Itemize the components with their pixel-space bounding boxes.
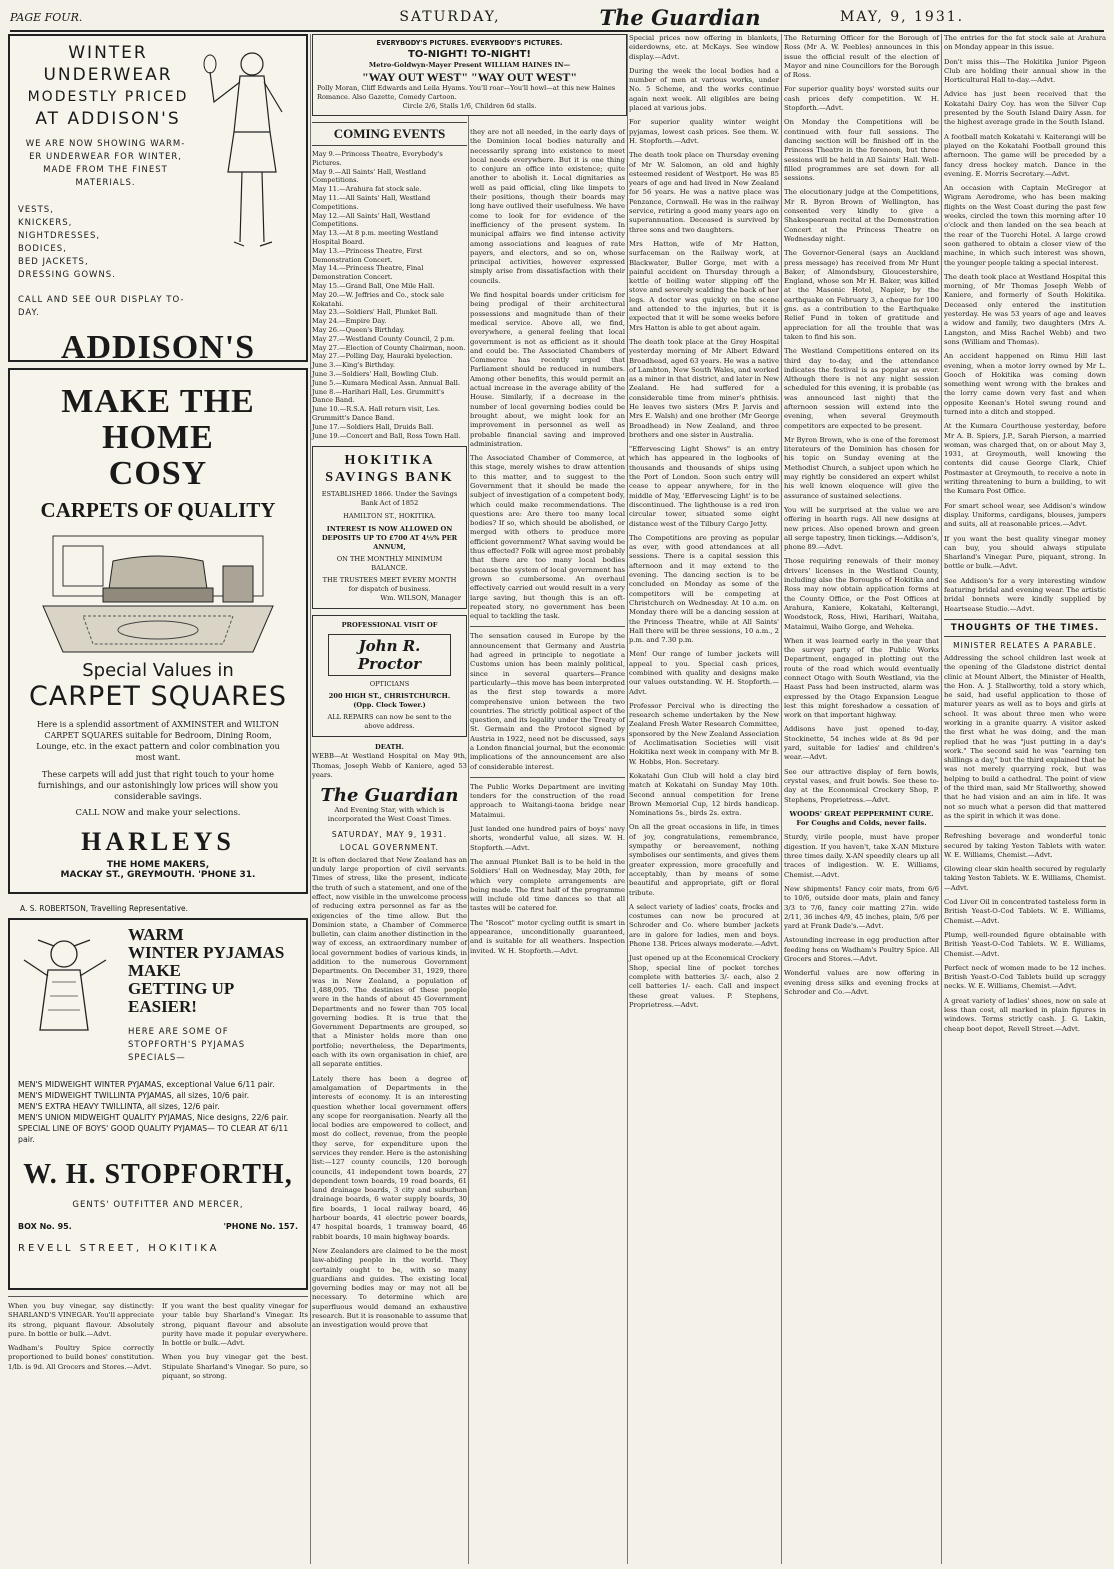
bank-manager: Wm. WILSON, Manager [380, 594, 461, 603]
harleys-headline: COSY [108, 455, 208, 492]
divider [8, 1296, 308, 1297]
event-item: June 5.—Kumara Medical Assn. Annual Ball. [312, 378, 460, 387]
stopforth-headline: EASIER! [128, 997, 197, 1016]
news-item: Sturdy, virile people, must have proper digestion. If you haven't, take X-AN Mixture three times daily. X-AN speedily clears up all traces of indigestion. W. E. Williams, Chemist.—Advt. [784, 833, 939, 879]
editorial-paragraph: Lately there has been a degree of amalgamation of Departments in the interests of economy. It is an interesting question whether local government offers any scope for reorganisation. Nearly all the local bodies are empowered to collect, and most do collect, revenue, from the people they serve, for expenditure upon the services they render. Here is the astonishing list:—127 county councils, 120 borough councils, 41 independent town boards, 27 dependent town boards, 19 road boards, 61 land drainage boards, 3 city and suburban drainage boards, 6 water supply boards, 30 fire boards, 1 local railway board, 46 harbour boards, 41 electric power boards, 47 hospital boards, 1 tramway board, 46 rabbit boards, 10 main highway boards. [312, 1074, 467, 1241]
stopforth-headline: GETTING UP [128, 979, 235, 998]
news-item: You will be surprised at the value we are offering in hearth rugs. All new designs at new prices. Also opened brown and green all serge tapestry, linen tickings.—Addison's, phone 89.—Advt. [784, 505, 939, 552]
article-paragraph: The sensation caused in Europe by the announcement that Germany and Austria had agreed in principle to negotiate a Customs union has been mainly political, since in several quarters—France particularly—this move has been interpreted as the first step towards a more comprehensive union between the two countries. The strictly political aspect of the question, and its legality under the Treaty of St. Germain and the Protocol signed by Austria in 1922, need not be discussed, says a London financial journal, but the economic implications of the announcement are also of considerable interest. [470, 632, 625, 771]
news-item: The Westland Competitions entered on its third day to-day, and the attendance indicates the festival is as popular as ever. Although there is not any night session scheduled for this evening, it is probable (as was announced last night) that the afternoon session will extend into the evening, when several Greymouth competitors are expected to be present. [784, 347, 939, 430]
event-item: May 11.—Arahura fat stock sale. [312, 185, 422, 194]
event-item: May 9.—Princess Theatre, Everybody's Pictures. [312, 150, 443, 167]
stopforth-line: MEN'S EXTRA HEAVY TWILLINTA, all sizes, 12/6 pair. [18, 1102, 220, 1111]
harleys-special: Special Values in [82, 660, 234, 681]
event-item: May 9.—All Saints' Hall, Westland Competitions. [312, 167, 426, 185]
stopforth-headline: WINTER PYJAMAS [128, 943, 285, 962]
column-rule [310, 34, 311, 1564]
pictures-film: "WAY OUT WEST" "WAY OUT WEST" [361, 70, 578, 84]
pictures-cast: Polly Moran, Cliff Edwards and Leila Hyams. You'll roar—You'll howl—at this new Haines Romance. Also Gazette, Comedy Cartoon. [317, 84, 616, 101]
bank-address: HAMILTON ST., HOKITIKA. [343, 512, 436, 521]
bank-est: ESTABLISHED 1866. Under the Savings Bank Act of 1852 [321, 490, 458, 508]
news-item: Just opened up at the Economical Crockery Shop, special line of pocket torches complete with batteries 3/- each, also 2 cell batteries 1/- each. Call and inspect these great values. P. Stephens, Proprietress.—Advt. [629, 954, 779, 1009]
news-item: The death took place at the Grey Hospital yesterday morning of Mr Albert Edward Broadhead, aged 63 years. He was a native of Lambton, New South Wales, and worked as a miner in that district, and later in New Zealand. He had suffered for a considerable time from miner's phthisis. He leaves two sisters (Mrs P. Jarvis and Mrs E. Walsh) and one brother (Mr George Broadhead) in New Zealand, and three brothers and one sister in Australia. [629, 337, 779, 439]
harleys-subheadline: CARPETS OF QUALITY [40, 498, 276, 522]
stopforth-name: W. H. STOPFORTH, [23, 1159, 293, 1190]
event-item: May 13.—At 8 p.m. meeting Westland Hospital Board. [312, 229, 439, 246]
divider [470, 777, 625, 778]
stopforth-headline: MAKE [128, 961, 181, 980]
stopforth-line: SPECIAL LINE OF BOYS' GOOD QUALITY PYJAMAS— TO CLEAR AT 6/11 pair. [18, 1124, 289, 1144]
column-5 [784, 34, 939, 1564]
news-item: An occasion with Captain McGregor at Wigram Aerodrome, who has been making flights on the West Coast during the past few weeks, circled the town this morning after 10 o'clock and then landed on the sea beach at the rear of the Tuorchi Hotel. A large crowd soon gathered to obtain a closer view of the machine, in which such interest was shown, the younger people taking a special interest. [944, 184, 1106, 267]
masthead-day: SATURDAY, [399, 9, 501, 25]
news-item: Refreshing beverage and wonderful tonic secured by taking Yeston Tablets with water. W. E. Williams, Chemist.—Advt. [944, 832, 1106, 859]
peppermint-cure-heading: WOODS' GREAT PEPPERMINT CURE. For Coughs and Colds, never fails. [789, 809, 934, 828]
addisons-title-line: MODESTLY PRICED [27, 89, 189, 105]
news-item: The death took place on Thursday evening of Mr W. Salomon, an old and highly esteemed resident of Westport. He was 85 years of age and had lived in New Zealand for 56 years. He was a native place was Penzance, Cornwall. He was in the railway service, retiring a good many years ago on superannuation. Deceased is survived by three sons and two daughters. [629, 151, 779, 234]
addisons-item: KNICKERS, [18, 218, 73, 228]
news-item: Professor Percival who is directing the research scheme undertaken by the New Zealand Fresh Water Research Committee, sponsored by the New Zealand Association of Acclimatisation Societies will visit Hokitika next week in company with Mr B. W. Hobbs, Hon. Secretary. [629, 701, 779, 766]
editorial-head: LOCAL GOVERNMENT. [340, 842, 439, 852]
editorial-paragraph: New Zealanders are claimed to be the most law-abiding people in the world. They certainly ought to be, with so many guardians and guides. The existing local governing bodies may or may not all be necessary. To determine which are superfluous would demand an exhaustive research. But it is reasonable to assume that an investigation would prove that [312, 1246, 467, 1330]
harleys-call: CALL NOW and make your selections. [75, 808, 241, 818]
guardian-date: SATURDAY, MAY 9, 1931. [331, 829, 448, 839]
event-item: May 15.—Grand Ball, One Mile Hall. [312, 281, 435, 290]
article-paragraph: The "Roscot" motor cycling outfit is smart in appearance, unconditionally guaranteed, and is suitable for all weathers. Inspection invited. W. H. Stopforth.—Advt. [470, 918, 625, 955]
harleys-body: Here is a splendid assortment of AXMINSTER and WILTON CARPET SQUARES suitable for Bedroom, Dining Room, Lounge, etc. in the exact pattern and color combination you most want. [36, 720, 280, 762]
stopforth-ad [8, 918, 308, 1290]
harleys-ad [8, 368, 308, 894]
guardian-title: The Guardian [320, 785, 459, 807]
news-item: If you want the best quality vinegar money can buy, you should always stipulate Sharland's Vinegar. Pure, piquant, strong. In bottle or bulk.—Advt. [944, 534, 1106, 571]
pictures-prices: Circle 2/6, Stalls 1/6, Children 6d stalls. [402, 102, 537, 110]
news-item: The entries for the fat stock sale at Arahura on Monday appear in this issue. [944, 34, 1106, 52]
news-item: At the Kumara Courthouse yesterday, before Mr A. B. Spiers, J.P., Sarah Pierson, a married woman, was charged that, on or about May 3, 1931, at Greymouth, well knowing the contents did cause George Clark, Chief Postmaster at Greymouth, to receive a note in writing threatening to burn a building, to wit the Kumara Post Office. [944, 422, 1106, 496]
stopforth-line: MEN'S MIDWEIGHT TWILLINTA PYJAMAS, all sizes, 10/6 pair. [18, 1091, 250, 1100]
vinegar-notice: When you buy vinegar get the best. Stipulate Sharland's Vinegar. So pure, so piquant, so strong. [162, 1353, 308, 1381]
bank-trustees: THE TRUSTEES MEET EVERY MONTH for dispatch of business. [322, 576, 457, 594]
thoughts-head: THOUGHTS OF THE TIMES. [944, 619, 1106, 637]
event-item: May 11.—All Saints' Hall, Westland Competitions. [312, 193, 431, 211]
news-item: The Returning Officer for the Borough of Ross (Mr A. W. Peebles) announces in this issue the official result of the election of Mayor and nine Councillors for the Borough of Ross. [784, 34, 939, 80]
bank-title: HOKITIKA [344, 453, 435, 469]
harleys-squares: CARPET SQUARES [28, 681, 288, 712]
addisons-item: VESTS, [18, 205, 54, 215]
proctor-note: ALL REPAIRS can now be sent to the above address. [327, 713, 452, 731]
news-item: On Monday the Competitions will be continued with four full sessions. The dancing section will be finished off in the Princess Theatre in the forenoon, but three sessions will be held in All Saints' Hall. Well-filled programmes are set down for all sessions. [784, 118, 939, 183]
event-item: June 10.—R.S.A. Hall return visit, Les. Grummitt's Dance Band. [312, 405, 440, 422]
proctor-address: 200 HIGH ST., CHRISTCHURCH. (Opp. Clock Tower.) [328, 692, 451, 710]
harleys-headline: MAKE THE HOME [61, 383, 255, 456]
news-item: Plump, well-rounded figure obtainable with British Yeast-O-Cod Tablets. W. E. Williams, Chemist.—Advt. [944, 930, 1106, 958]
stopforth-phone: 'PHONE No. 157. [223, 1222, 298, 1231]
coming-events-title: COMING EVENTS [312, 122, 467, 146]
news-item: Special prices now offering in blankets, eiderdowns, etc. at McKays. See window display.—Advt. [629, 34, 779, 61]
news-item: Wonderful values are now offering in evening dress silks and evening frocks at Schroder and Co.—Advt. [784, 969, 939, 996]
masthead-title: The Guardian [599, 4, 761, 30]
coming-events-list [312, 150, 467, 440]
bank-title: SAVINGS BANK [325, 470, 454, 486]
thoughts-sub: MINISTER RELATES A PARABLE. [953, 640, 1097, 650]
divider [470, 626, 625, 627]
news-item: Addisons have just opened to-day, Stockinette, 54 inches wide at 8s 9d per yard, suitable for ladies' and children's wear.—Advt. [784, 725, 939, 762]
article-paragraph: Just landed one hundred pairs of boys' navy shorts, wonderful value, all sizes. W. H. Stopforth.—Advt. [470, 825, 625, 852]
poultry-spice-notice: Wadham's Poultry Spice correctly proportioned to build bones' constitution. 1/lb. is 9d. All Grocers and Stores.—Advt. [8, 1344, 154, 1371]
proctor-ad [312, 615, 467, 737]
news-item: Glowing clear skin health secured by regularly taking Yeston Tablets. W. E. Williams, Chemist.—Advt. [944, 865, 1106, 892]
news-item: "Effervescing Light Shows" is an entry which has appeared in the logbooks of thousands and thousands of ships using the Port of London. Soon such entry will cease to appear anywhere, for in the middle of May, 'Effervescing Light' is to be discontinued. The lighthouse is a red iron circular tower, situated some eight distance west of the Tilbury Cargo Jetty. [629, 445, 779, 528]
stopforth-line: MEN'S MIDWEIGHT WINTER PYJAMAS, exceptional Value 6/11 pair. [18, 1080, 275, 1089]
pictures-ad [312, 34, 627, 116]
news-item: Kokatahi Gun Club will hold a clay bird match at Kokatahi on Sunday May 10th. Second annual competition for Irene Brown Memorial Cup, 12 birds handicap. Nominations 5s., birds 2s. extra. [629, 771, 779, 818]
news-item: The elocutionary judge at the Competitions, Mr R. Byron Brown of Wellington, has consented very kindly to give a Shakespearean recital at the Demonstration Concert at the Princess Theatre on Wednesday night. [784, 188, 939, 243]
news-item: When it was learned early in the year that the survey party of the Public Works Department, engaged in plotting out the route of the road which would eventually connect Otago with South Westland, via the Haast Pass had been instructed, alarm was expressed by the Otago Expansion League lest this might foreshadow a cessation of work on that important highway. [784, 636, 939, 720]
news-item: See our attractive display of fern bowls, crystal vases, and fruit bowls. See these to-day at the Economical Crockery Shop, P. Stephens, Proprietress.—Advt. [784, 767, 939, 804]
page-number: PAGE FOUR. [10, 10, 83, 24]
stopforth-sub: GENTS' OUTFITTER AND MERCER, [72, 1200, 244, 1210]
masthead-date: MAY, 9, 1931. [840, 9, 965, 25]
proctor-sub: OPTICIANS [369, 680, 410, 689]
event-item: June 19.—Concert and Ball, Ross Town Hall. [312, 431, 461, 440]
article-paragraph: The Public Works Department are inviting tenders for the construction of the road approach to Waitangi-taona bridge near Mataimui. [470, 782, 625, 819]
death-notice: WEBB—At Westland Hospital on May 9th, Thomas, Joseph Webb of Kaniere, aged 53 years. [312, 752, 467, 779]
event-item: June 17.—Soldiers Hall, Druids Ball. [312, 422, 434, 431]
event-item: May 26.—Queen's Birthday. [312, 325, 405, 334]
news-item: A great variety of ladies' shoes, now on sale at less than cost, all marked in plain figures in windows. Terms strictly cash. J. G. Lakin, cheap boot depot, Revell Street.—Advt. [944, 996, 1106, 1033]
event-item: May 27.—Polling Day, Hauraki byelection. [312, 352, 453, 361]
stopforth-line: MEN'S UNION MIDWEIGHT QUALITY PYJAMAS, Nice designs, 22/6 pair. [18, 1113, 289, 1122]
bank-monthly: ON THE MONTHLY MINIMUM BALANCE. [336, 555, 443, 573]
article-paragraph: The annual Plunket Ball is to be held in the Soldiers' Hall on Wednesday, May 20th, for which very complete arrangements are being made. The first half of the programme will include old time dances so that all tastes will be catered for. [470, 857, 625, 913]
article-paragraph: The Associated Chamber of Commerce, at this stage, merely wishes to draw attention to this matter, and to suggest to the Government that it should be made the subject of investigation of a competent body, which could make recommendations. The questions are: Are there too many local bodies? If so, which should be abolished, or merged with others to produce more efficient government? What saving would be thus effected? Folk will agree most probably that there are too many local bodies because the system of local government has grown so cumbersome. An overhaul effectively carried out would result in a very large saving, but though this is an oft-repeated story, no government has been equal to tackling the task. [470, 454, 625, 621]
pictures-tonight: TO-NIGHT! TO-NIGHT! [408, 49, 531, 60]
addisons-item: DRESSING GOWNS. [18, 270, 116, 280]
vinegar-notice: If you want the best quality vinegar for your table buy Sharland's Vinegar. Its strong, piquant flavour and absolute purity have made it popular everywhere. In bottle or bulk.—Advt. [162, 1302, 308, 1348]
event-item: May 14.—Princess Theatre, Final Demonstration Concert. [312, 264, 424, 282]
death-head: DEATH. [375, 743, 404, 752]
addisons-name: ADDISON'S [60, 329, 256, 366]
news-item: During the week the local bodies had a number of men at various works, under No. 5 Scheme, and the works continue again next week. All eligibles are being placed at various jobs. [629, 66, 779, 113]
event-item: May 27.—Election of County Chairman, noon. [312, 343, 466, 352]
news-item: Those requiring renewals of their money drivers' licenses in the Westland County, including also the Boroughs of Hokitika and Ross may now obtain application forms at the County Office, or the Post Offices at Arahura, Kaniere, Kokatahi, Kelterangi, Woodstock, Ross, Hiwi, Harihari, Waitaha, Mataimui, Waiho Gorge, and Weheka. [784, 557, 939, 631]
news-item: Astounding increase in egg production after feeding hens on Wadham's Poultry Spice. All Grocers and Stores.—Advt. [784, 936, 939, 964]
column-rule [468, 34, 469, 1564]
man-in-pyjamas-illustration [18, 930, 110, 1050]
guardian-sub: And Evening Star, with which is incorporated the West Coast Times. [327, 806, 452, 824]
stopforth-street: REVELL STREET, HOKITIKA [18, 1243, 220, 1254]
addisons-item: NIGHTDRESSES, [18, 231, 101, 241]
addisons-item: BED JACKETS, [18, 257, 89, 267]
addisons-body-line: MATERIALS. [75, 178, 136, 188]
masthead [10, 4, 1104, 32]
addisons-body-line: ER UNDERWEAR FOR WINTER, [29, 152, 182, 162]
column-3 [470, 128, 625, 1564]
news-item: Advice has just been received that the Kokatahi Dairy Coy. has won the Silver Cup presented by the South Island Dairy Assn. for the highest average grade in the South Island. [944, 90, 1106, 127]
harleys-rep: A. S. ROBERTSON, Travelling Representative. [20, 904, 188, 913]
woman-figure-illustration [200, 42, 300, 252]
news-item: Mr Byron Brown, who is one of the foremost literateurs of the Dominion has chosen for his topic on Sunday evening at the Methodist Church, a subject upon which he may rightly be considered an expert whilst his well known eloquence will give the assurance of sustained selections. [784, 435, 939, 500]
addisons-title-line: UNDERWEAR [43, 65, 173, 85]
event-item: May 20.—W. Jeffries and Co., stock sale Kokatahi. [312, 290, 445, 308]
event-item: May 23.—Soldiers' Hall, Plunket Ball. [312, 308, 438, 317]
news-item: A football match Kokatahi v. Kaiterangi will be played on the Kokatahi Football ground this afternoon. The game will be preceded by a fancy dress hockey match. Dance in the evening. E. Morris Secretary.—Advt. [944, 132, 1106, 178]
news-item: For smart school wear, see Addison's window display. Uniforms, cardigans, blouses, jumpers and suits, all at reasonable prices.—Advt. [944, 501, 1106, 529]
column-rule [781, 34, 782, 1564]
divider [944, 826, 1106, 827]
news-item: On all the great occasions in life, in times of joy, congratulations, remembrance, sympathy or bereavement, nothing symbolises our sentiments, and gives them greater expression, more gracefully and acceptably, than by means of some beautiful and appropriate, gift or floral tribute. [629, 823, 779, 897]
column-rule [941, 34, 942, 1564]
furnished-room-illustration [23, 526, 293, 656]
stopforth-headline: WARM [128, 925, 184, 944]
addisons-ad [8, 34, 308, 366]
stopforth-intro: HERE ARE SOME OF STOPFORTH'S PYJAMAS SPECIALS— [128, 1027, 246, 1063]
news-item: Mrs Hatton, wife of Mr Hatton, surfaceman on the Railway work, at Blackwater, Buller Gorge, met with a painful accident on Thursday through a kettle of boiling water slipping off the stove and severely scalding the back of her legs. A doctor was quickly on the scene and attended to the injuries, but it is expected that it will be some weeks before Mrs Hatton is able to get about again. [629, 239, 779, 332]
bank-interest: INTEREST IS NOW ALLOWED ON DEPOSITS UP TO £700 AT 4½% PER ANNUM, [321, 525, 458, 552]
article-paragraph: We find hospital boards under criticism for being prodigal of their architectural possessions and magnitude than of their medical service. Above all, we find, everywhere, a general feeling that local government is not as efficient as it should and could be. The Associated Chambers of Commerce has recently urged that Parliament should be reduced in numbers. Among other benefits, this would permit an actual increase in the average ability of the House. Similarly, if a decrease in the number of local governing bodies could be brought about, we might look for an improvement in personnel as well as probable financial saving and improved administration. [470, 291, 625, 448]
news-item: See Addison's for a very interesting window featuring bridal and evening wear. The artistic bridal bonnets were kindly supplied by Heartsease Studio.—Advt. [944, 576, 1106, 613]
news-item: A select variety of ladies' coats, frocks and costumes can now be procured at Schroder and Co. where bumber jackets are in galore for ladies, men and boys. Phone 138. Prices always moderate.—Advt. [629, 902, 779, 949]
stopforth-box: BOX No. 95. [18, 1222, 72, 1231]
event-item: June 8.—Harihari Hall, Les. Grummitt's Dance Band. [312, 387, 445, 405]
harleys-name: HARLEYS [81, 827, 235, 856]
news-item: Don't miss this—The Hokitika Junior Pigeon Club are holding their annual show in the Horticultural Hall to-day.—Advt. [944, 57, 1106, 85]
proctor-name: John R. Proctor [328, 634, 451, 676]
news-item: The death took place at Westland Hospital this morning, of Mr Thomas Joseph Webb of Kaniere, and formerly of South Hokitika. Deceased only entered the institution yesterday. He was 53 years of age and leaves a widow and family, two daughters (Mrs A. Langston, and Miss Rachel Webb) and two sons (William and Thomas). [944, 272, 1106, 346]
harleys-address: MACKAY ST., GREYMOUTH. 'PHONE 31. [60, 870, 256, 880]
savings-bank-ad [312, 446, 467, 609]
harleys-body-2: These carpets will add just that right touch to your home furnishings, and our astonishingly low prices will show you considerable savings. [37, 770, 279, 801]
thoughts-text: Addressing the school children last week at the opening of the Gladstone district dental clinic at Mount Albert, the Minister of Health, the Hon. A. J. Stallworthy, told a story which, he said, had useful application to those of maturer years as well as to boys and girls at school. It was about three men who were working in a granite quarry. A visitor asked the first what he was doing, and the man replied that he was "just putting in a day's work." The second said he was "earning ten shillings a day," but the third explained that he was not merely quarrying rock, but was helping to build a cathedral. The point of view of the third man, said Mr Stallworthy, showed that he had vision and an aim in life. It was not so much what a person did that mattered as the spirit in which it was done. [944, 653, 1106, 820]
news-item: The Governor-General (says an Auckland press message) has received from Mr Hunt Baker, of Almondsbury, Gloucestershire, England, whose son Mr H. Baker, was killed at the Masonic Hotel, Napier, by the earthquake on February 3, a cheque for 100 gns. as a contribution to the Earthquake Relief Fund in token of gratitude and appreciation for all the trouble that was taken to find his son. [784, 249, 939, 341]
addisons-body-line: WE ARE NOW SHOWING WARM- [25, 139, 186, 149]
addisons-title-line: WINTER [68, 43, 148, 63]
event-item: May 13.—Princess Theatre, First Demonstration Concert. [312, 246, 423, 264]
column-6 [944, 34, 1106, 1564]
news-item: For superior quality winter weight pyjamas, lowest cash prices. See them. W. H. Stopforth.—Advt. [629, 118, 779, 145]
article-paragraph: they are not all needed, in the early days of the Dominion local bodies naturally and necessarily sprang into existence to meet local needs everywhere. But it is one thing to conjure an office into existence; quite another to abolish it. Local dignitaries as well as paid official, cling like limpets to their positions, though their boards may long have outlived their usefulness. We have come to look for for evidence of the inefficiency of the present system. In municipal affairs we find intense activity among associations and leagues of rate payers, and electors, and so on, whose principal activities, however expressed simply arise from dissatisfaction with their councils. [470, 128, 625, 285]
addisons-item: BODICES, [18, 244, 67, 254]
event-item: May 12.—All Saints' Hall, Westland Competitions. [312, 211, 431, 229]
addisons-call: CALL AND SEE OUR DISPLAY TO-DAY. [18, 295, 185, 318]
news-item: Perfect neck of women made to be 12 inches. British Yeast-O-Cod Tablets build up scraggy necks. W. E. Williams, Chemist.—Advt. [944, 963, 1106, 991]
news-item: Cod Liver Oil in concentrated tasteless form in British Yeast-O-Cod Tablets. W. E. Williams, Chemist.—Advt. [944, 898, 1106, 925]
addisons-title-line: AT ADDISON'S [35, 109, 181, 129]
proctor-head: PROFESSIONAL VISIT OF [341, 621, 438, 630]
news-item: For superior quality boys' worsted suits our cash prices defy competition. W. H. Stopforth.—Advt. [784, 85, 939, 113]
editorial-paragraph: It is often declared that New Zealand has an unduly large proportion of civil servants. Times of stress, like the present, indicate the truth of such a statement, and one of the effect, now visible in the unwelcome process of reducing extra personnel as far as the exigencies of the time allow. But the Dominion state, a Chamber of Commerce bulletin, can claim another distinction in the way of excess, an extraordinary number of local government bodies of various kinds, in addition to the numerous Government Departments. On December 31, 1929, there was in New Zealand, a population of 1,488,095. The destinies of these people were in the hands of about 45 Government Departments and no fewer than 705 local governing bodies. It is true that the Government Departments are grouped, so that a Minister holds more than one portfolio; nevertheless, the Departments, each with its own organisation in chief, are all separate entities. [312, 855, 467, 1069]
news-item: New shipments! Fancy coir mats, from 6/6 to 10/6, outside door mats, plain and fancy 3/3 to 7/6, fancy coir matting 27in. wide 2/11, 36 inches 4/9, 45 inches, plain, 5/6 per yard at Frank Dade's.—Advt. [784, 884, 939, 931]
news-item: An accident happened on Rimu Hill last evening, when a motor lorry owned by Mr L. Gooch of Hokitika was coming down something went wrong with the brakes and the lorry came down very fast and when opposite Keenan's Hotel swung round and turned into a ditch and stopped. [944, 352, 1106, 416]
event-item: June 3.—Soldiers' Hall, Bowling Club. [312, 369, 439, 378]
event-item: May 27.—Westland County Council, 2 p.m. [312, 334, 455, 343]
pictures-banner: EVERYBODY'S PICTURES. EVERYBODY'S PICTURES. [376, 39, 563, 47]
ads-column [8, 34, 308, 1564]
column-4 [629, 34, 779, 1564]
news-item: The Competitions are proving as popular as ever, with good attendances at all sessions. There is a capital session this afternoon and it may extend to the evening. The dancing section is to be concluded on Monday as some of the competitors will be competing at Christchurch on Wednesday. At 10 a.m. on Monday there will be a dancing session at the Princess Theatre, while at All Saints' Hall there will be three sessions, 10 a.m., 2 p.m. and 7.30 p.m. [629, 533, 779, 645]
addisons-body-line: MADE FROM THE FINEST [43, 165, 168, 175]
column-rule [627, 34, 628, 1564]
pictures-presents: Metro-Goldwyn-Mayer Present WILLIAM HAINES IN— [368, 61, 571, 69]
news-item: Men! Our range of lumber jackets will appeal to you. Special cash prices, combined with quality and designs make our values outstanding. W. H. Stopforth.—Advt. [629, 650, 779, 696]
event-item: May 24.—Empire Day. [312, 317, 387, 326]
harleys-sub: THE HOME MAKERS, [106, 860, 210, 870]
vinegar-notice: When you buy vinegar, say distinctly: SHARLAND'S VINEGAR. You'll appreciate its strong, piquant flavour. Absolutely pure. In bottle or bulk.—Advt. [8, 1302, 154, 1338]
event-item: June 3.—King's Birthday. [312, 361, 395, 370]
